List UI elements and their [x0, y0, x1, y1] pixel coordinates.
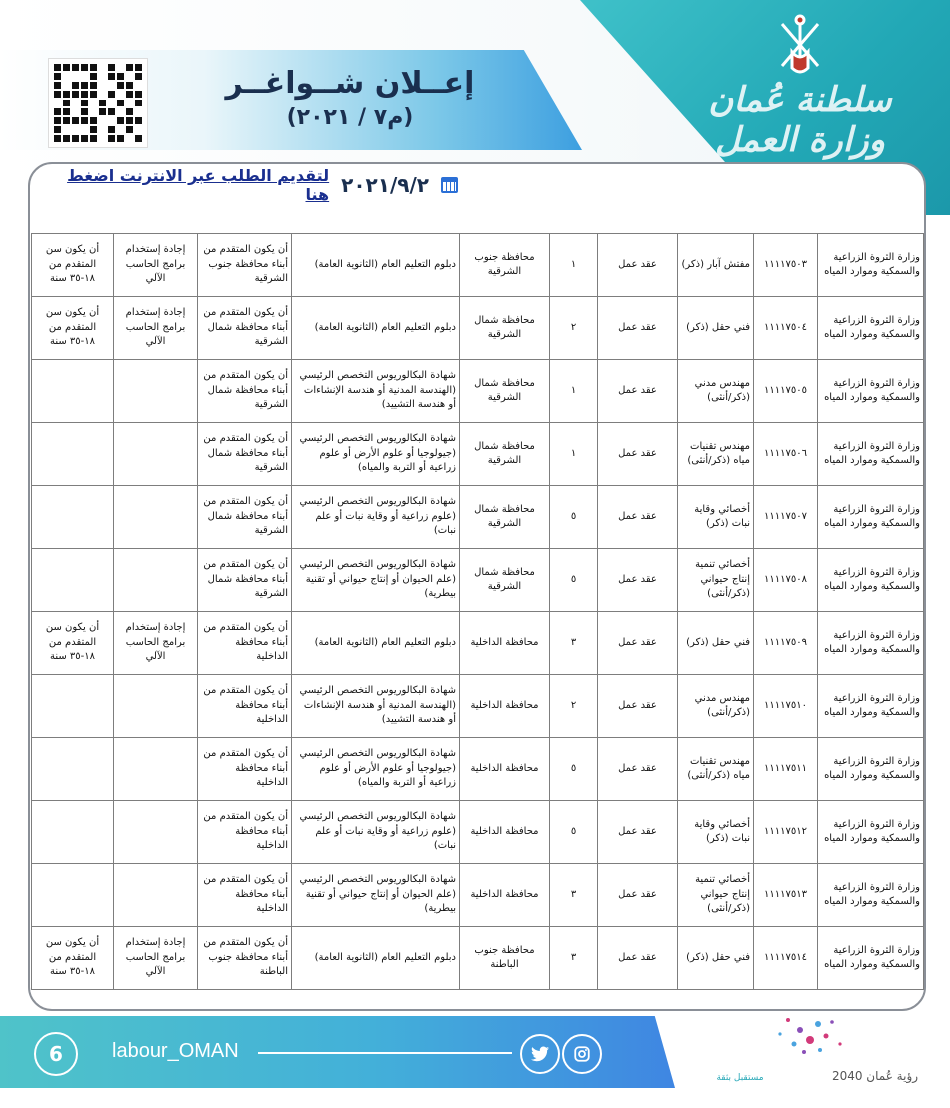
table-cell: وزارة الثروة الزراعية والسمكية وموارد المياه — [818, 864, 924, 927]
oman-vision-2040-logo — [700, 1000, 930, 1095]
vacancies-table — [31, 233, 924, 990]
calendar-icon — [441, 177, 458, 193]
table-row — [32, 423, 924, 486]
table-cell: ١١١١٧٥١١ — [754, 738, 818, 801]
table-cell — [114, 801, 198, 864]
table-cell: ١ — [550, 234, 598, 297]
table-cell — [114, 486, 198, 549]
table-cell: ١١١١٧٥٠٣ — [754, 234, 818, 297]
table-cell: أن يكون المتقدم من أبناء محافظة الداخلية — [198, 612, 292, 675]
table-cell: وزارة الثروة الزراعية والسمكية وموارد المياه — [818, 675, 924, 738]
table-cell: عقد عمل — [598, 549, 678, 612]
table-cell: أن يكون المتقدم من أبناء محافظة شمال الشرقية — [198, 549, 292, 612]
table-cell: ١١١١٧٥١٠ — [754, 675, 818, 738]
table-cell — [32, 738, 114, 801]
apply-row — [38, 166, 458, 204]
table-cell: أن يكون المتقدم من أبناء محافظة شمال الشرقية — [198, 423, 292, 486]
table-row — [32, 801, 924, 864]
footer-divider — [258, 1052, 512, 1054]
table-cell: ١١١١٧٥١٢ — [754, 801, 818, 864]
table-cell: شهادة البكالوريوس التخصص الرئيسي (الهندسة المدنية أو هندسة الإنشاءات أو هندسة التشييد) — [292, 360, 460, 423]
table-cell: فني حقل (ذكر) — [678, 612, 754, 675]
table-cell: ١١١١٧٥٠٨ — [754, 549, 818, 612]
table-cell: عقد عمل — [598, 423, 678, 486]
table-cell — [114, 738, 198, 801]
table-cell: وزارة الثروة الزراعية والسمكية وموارد المياه — [818, 549, 924, 612]
ministry-line-2: وزارة العمل — [715, 120, 885, 160]
table-cell: ٥ — [550, 801, 598, 864]
table-cell: عقد عمل — [598, 234, 678, 297]
table-cell — [32, 360, 114, 423]
table-cell: إجادة إستخدام برامج الحاسب الآلي — [114, 297, 198, 360]
table-cell: ٢ — [550, 675, 598, 738]
table-cell — [114, 423, 198, 486]
table-cell: محافظة الداخلية — [460, 801, 550, 864]
table-cell: وزارة الثروة الزراعية والسمكية وموارد المياه — [818, 801, 924, 864]
table-cell: محافظة شمال الشرقية — [460, 297, 550, 360]
table-cell: إجادة إستخدام برامج الحاسب الآلي — [114, 234, 198, 297]
table-cell — [32, 801, 114, 864]
table-cell: أخصائي وقاية نبات (ذكر) — [678, 486, 754, 549]
announcement-title — [200, 66, 500, 130]
table-cell: أن يكون سن المتقدم من ١٨-٣٥ سنة — [32, 612, 114, 675]
table-cell: عقد عمل — [598, 486, 678, 549]
twitter-icon[interactable] — [520, 1034, 560, 1074]
table-cell: محافظة جنوب الباطنة — [460, 927, 550, 990]
instagram-icon[interactable] — [562, 1034, 602, 1074]
table-cell: عقد عمل — [598, 612, 678, 675]
page-number: 6 — [34, 1032, 78, 1076]
table-cell — [32, 864, 114, 927]
table-cell: ٥ — [550, 549, 598, 612]
table-cell: ١١١١٧٥١٣ — [754, 864, 818, 927]
table-cell: محافظة الداخلية — [460, 864, 550, 927]
table-cell: شهادة البكالوريوس التخصص الرئيسي (الهندسة المدنية أو هندسة الإنشاءات أو هندسة التشييد) — [292, 675, 460, 738]
table-row — [32, 675, 924, 738]
table-row — [32, 360, 924, 423]
table-cell: مهندس تقنيات مياه (ذكر/أنثى) — [678, 738, 754, 801]
table-cell: عقد عمل — [598, 801, 678, 864]
table-cell: فني حقل (ذكر) — [678, 297, 754, 360]
qr-code[interactable] — [48, 58, 148, 148]
table-cell: أن يكون المتقدم من أبناء محافظة شمال الشرقية — [198, 297, 292, 360]
table-cell: ٥ — [550, 738, 598, 801]
oman-emblem-icon — [770, 12, 830, 82]
table-cell: إجادة إستخدام برامج الحاسب الآلي — [114, 612, 198, 675]
table-cell: أن يكون سن المتقدم من ١٨-٣٥ سنة — [32, 927, 114, 990]
table-cell: ١١١١٧٥٠٤ — [754, 297, 818, 360]
table-row — [32, 297, 924, 360]
table-cell: وزارة الثروة الزراعية والسمكية وموارد المياه — [818, 423, 924, 486]
table-cell: محافظة شمال الشرقية — [460, 486, 550, 549]
table-cell: ٣ — [550, 864, 598, 927]
table-cell — [114, 360, 198, 423]
table-cell: وزارة الثروة الزراعية والسمكية وموارد المياه — [818, 360, 924, 423]
table-row — [32, 738, 924, 801]
table-cell — [32, 675, 114, 738]
table-cell: عقد عمل — [598, 864, 678, 927]
table-cell: ١١١١٧٥١٤ — [754, 927, 818, 990]
table-cell: أن يكون المتقدم من أبناء محافظة الداخلية — [198, 738, 292, 801]
table-cell: ١١١١٧٥٠٥ — [754, 360, 818, 423]
table-cell: فني حقل (ذكر) — [678, 927, 754, 990]
table-cell: عقد عمل — [598, 297, 678, 360]
table-cell — [32, 486, 114, 549]
table-row — [32, 927, 924, 990]
table-cell: وزارة الثروة الزراعية والسمكية وموارد المياه — [818, 234, 924, 297]
vision-sub-text: مستقبل بثقة — [716, 1073, 764, 1083]
table-cell — [32, 549, 114, 612]
table-cell: وزارة الثروة الزراعية والسمكية وموارد المياه — [818, 738, 924, 801]
table-cell: عقد عمل — [598, 738, 678, 801]
apply-online-link[interactable]: لتقديم الطلب عبر الانترنت اضغط هنا — [67, 166, 330, 204]
table-cell: محافظة الداخلية — [460, 675, 550, 738]
ministry-logo — [680, 80, 920, 160]
table-cell: مهندس مدني (ذكر/أنثى) — [678, 675, 754, 738]
table-cell: أخصائي تنمية إنتاج حيواني (ذكر/أنثى) — [678, 549, 754, 612]
page-subtitle: (م٧ / ٢٠٢١) — [286, 105, 414, 130]
table-cell: ٢ — [550, 297, 598, 360]
table-cell: أن يكون المتقدم من أبناء محافظة الداخلية — [198, 675, 292, 738]
table-cell: شهادة البكالوريوس التخصص الرئيسي (جيولوجيا أو علوم الأرض أو علوم زراعية أو التربة والمياه) — [292, 423, 460, 486]
table-cell: محافظة الداخلية — [460, 612, 550, 675]
table-row — [32, 234, 924, 297]
table-cell: أن يكون المتقدم من أبناء محافظة الداخلية — [198, 864, 292, 927]
table-cell: أخصائي تنمية إنتاج حيواني (ذكر/أنثى) — [678, 864, 754, 927]
table-cell: محافظة شمال الشرقية — [460, 360, 550, 423]
table-cell: أخصائي وقاية نبات (ذكر) — [678, 801, 754, 864]
table-cell: ٣ — [550, 612, 598, 675]
table-cell — [114, 864, 198, 927]
table-cell: شهادة البكالوريوس التخصص الرئيسي (علم الحيوان أو إنتاج حيواني أو تقنية بيطرية) — [292, 549, 460, 612]
table-cell: وزارة الثروة الزراعية والسمكية وموارد المياه — [818, 297, 924, 360]
vision-text: رؤية عُمان 2040 — [831, 1069, 919, 1083]
announcement-date: ٢٠٢١/٩/٢ — [341, 173, 429, 197]
table-cell: ١١١١٧٥٠٧ — [754, 486, 818, 549]
table-cell: ١١١١٧٥٠٩ — [754, 612, 818, 675]
table-cell: مهندس تقنيات مياه (ذكر/أنثى) — [678, 423, 754, 486]
ministry-line-1: سلطنة عُمان — [708, 80, 892, 120]
table-cell: محافظة شمال الشرقية — [460, 423, 550, 486]
table-cell: شهادة البكالوريوس التخصص الرئيسي (علوم زراعية أو وقاية نبات أو علم نبات) — [292, 486, 460, 549]
table-cell — [32, 423, 114, 486]
table-cell: محافظة جنوب الشرقية — [460, 234, 550, 297]
table-cell: محافظة شمال الشرقية — [460, 549, 550, 612]
table-cell: أن يكون سن المتقدم من ١٨-٣٥ سنة — [32, 234, 114, 297]
table-cell: محافظة الداخلية — [460, 738, 550, 801]
table-cell: ٥ — [550, 486, 598, 549]
table-cell: أن يكون المتقدم من أبناء محافظة الداخلية — [198, 801, 292, 864]
table-cell: أن يكون سن المتقدم من ١٨-٣٥ سنة — [32, 297, 114, 360]
table-row — [32, 864, 924, 927]
table-cell: شهادة البكالوريوس التخصص الرئيسي (جيولوجيا أو علوم الأرض أو علوم زراعية أو التربة والمياه) — [292, 738, 460, 801]
table-cell: عقد عمل — [598, 360, 678, 423]
table-cell: دبلوم التعليم العام (الثانوية العامة) — [292, 297, 460, 360]
table-cell: شهادة البكالوريوس التخصص الرئيسي (علم الحيوان أو إنتاج حيواني أو تقنية بيطرية) — [292, 864, 460, 927]
table-cell: عقد عمل — [598, 675, 678, 738]
table-cell: أن يكون المتقدم من أبناء محافظة جنوب الباطنة — [198, 927, 292, 990]
table-row — [32, 549, 924, 612]
table-cell: عقد عمل — [598, 927, 678, 990]
table-cell: دبلوم التعليم العام (الثانوية العامة) — [292, 927, 460, 990]
table-cell — [114, 675, 198, 738]
social-handle[interactable]: labour_OMAN — [112, 1040, 239, 1062]
table-cell: ١ — [550, 360, 598, 423]
table-cell: أن يكون المتقدم من أبناء محافظة شمال الشرقية — [198, 486, 292, 549]
table-row — [32, 486, 924, 549]
table-cell: ١١١١٧٥٠٦ — [754, 423, 818, 486]
page-title: إعــلان شــواغــر — [225, 66, 475, 101]
table-cell: أن يكون المتقدم من أبناء محافظة جنوب الشرقية — [198, 234, 292, 297]
table-cell — [114, 549, 198, 612]
table-cell: ١ — [550, 423, 598, 486]
table-cell: دبلوم التعليم العام (الثانوية العامة) — [292, 234, 460, 297]
table-cell: دبلوم التعليم العام (الثانوية العامة) — [292, 612, 460, 675]
table-cell: شهادة البكالوريوس التخصص الرئيسي (علوم زراعية أو وقاية نبات أو علم نبات) — [292, 801, 460, 864]
table-cell: ٣ — [550, 927, 598, 990]
table-row — [32, 612, 924, 675]
table-cell: إجادة إستخدام برامج الحاسب الآلي — [114, 927, 198, 990]
table-cell: وزارة الثروة الزراعية والسمكية وموارد المياه — [818, 927, 924, 990]
table-cell: وزارة الثروة الزراعية والسمكية وموارد المياه — [818, 612, 924, 675]
table-cell: مهندس مدني (ذكر/أنثى) — [678, 360, 754, 423]
table-cell: أن يكون المتقدم من أبناء محافظة شمال الشرقية — [198, 360, 292, 423]
table-cell: وزارة الثروة الزراعية والسمكية وموارد المياه — [818, 486, 924, 549]
table-cell: مفتش آبار (ذكر) — [678, 234, 754, 297]
